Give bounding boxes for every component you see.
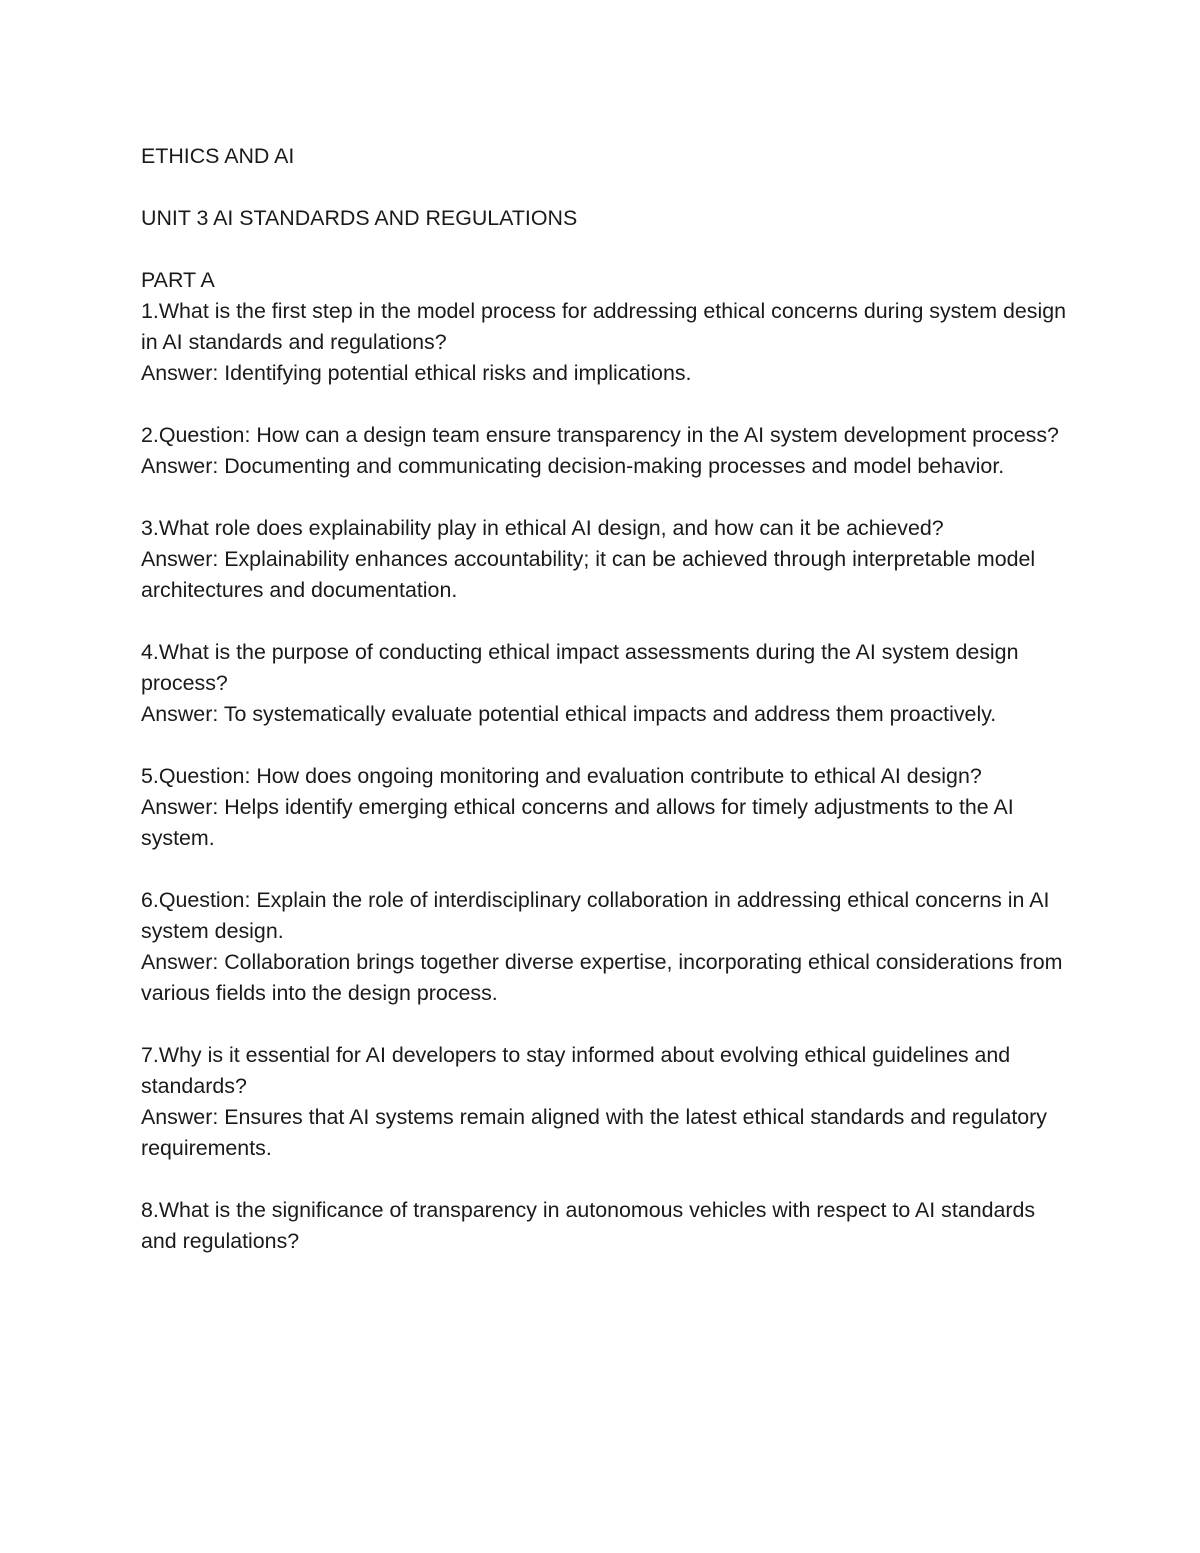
answer-7: Answer: Ensures that AI systems remain aligned with the latest ethical standards and regulatory requirements.: [141, 1105, 1053, 1160]
spacer: [141, 172, 1071, 203]
answer-5: Answer: Helps identify emerging ethical concerns and allows for timely adjustments to the AI system.: [141, 795, 1020, 850]
question-8: 8.What is the significance of transparency in autonomous vehicles with respect to AI standards and regulations?: [141, 1198, 1042, 1253]
spacer: [141, 482, 1071, 513]
question-1: 1.What is the first step in the model process for addressing ethical concerns during system design in AI standards and regulations?: [141, 299, 1072, 354]
question-2: 2.Question: How can a design team ensure transparency in the AI system development process?: [141, 423, 1059, 447]
answer-1: Answer: Identifying potential ethical risks and implications.: [141, 361, 692, 385]
unit-heading: UNIT 3 AI STANDARDS AND REGULATIONS: [141, 206, 578, 230]
spacer: [141, 1009, 1071, 1040]
question-4: 4.What is the purpose of conducting ethical impact assessments during the AI system design process?: [141, 640, 1025, 695]
spacer: [141, 234, 1071, 265]
question-3: 3.What role does explainability play in ethical AI design, and how can it be achieved?: [141, 516, 944, 540]
spacer: [141, 389, 1071, 420]
answer-3: Answer: Explainability enhances accountability; it can be achieved through interpretable model architectures and documentation.: [141, 547, 1042, 602]
spacer: [141, 606, 1071, 637]
part-heading: PART A: [141, 268, 215, 292]
answer-4: Answer: To systematically evaluate potential ethical impacts and address them proactively.: [141, 702, 997, 726]
document-title: ETHICS AND AI: [141, 144, 295, 168]
question-5: 5.Question: How does ongoing monitoring and evaluation contribute to ethical AI design?: [141, 764, 982, 788]
question-7: 7.Why is it essential for AI developers to stay informed about evolving ethical guidelines and standards?: [141, 1043, 1017, 1098]
question-6: 6.Question: Explain the role of interdisciplinary collaboration in addressing ethical concerns in AI system design.: [141, 888, 1056, 943]
spacer: [141, 1164, 1071, 1195]
answer-6: Answer: Collaboration brings together diverse expertise, incorporating ethical considerations from various fields into the design process.: [141, 950, 1069, 1005]
spacer: [141, 854, 1071, 885]
document-page: [141, 141, 1071, 1257]
spacer: [141, 730, 1071, 761]
answer-2: Answer: Documenting and communicating decision-making processes and model behavior.: [141, 454, 1005, 478]
